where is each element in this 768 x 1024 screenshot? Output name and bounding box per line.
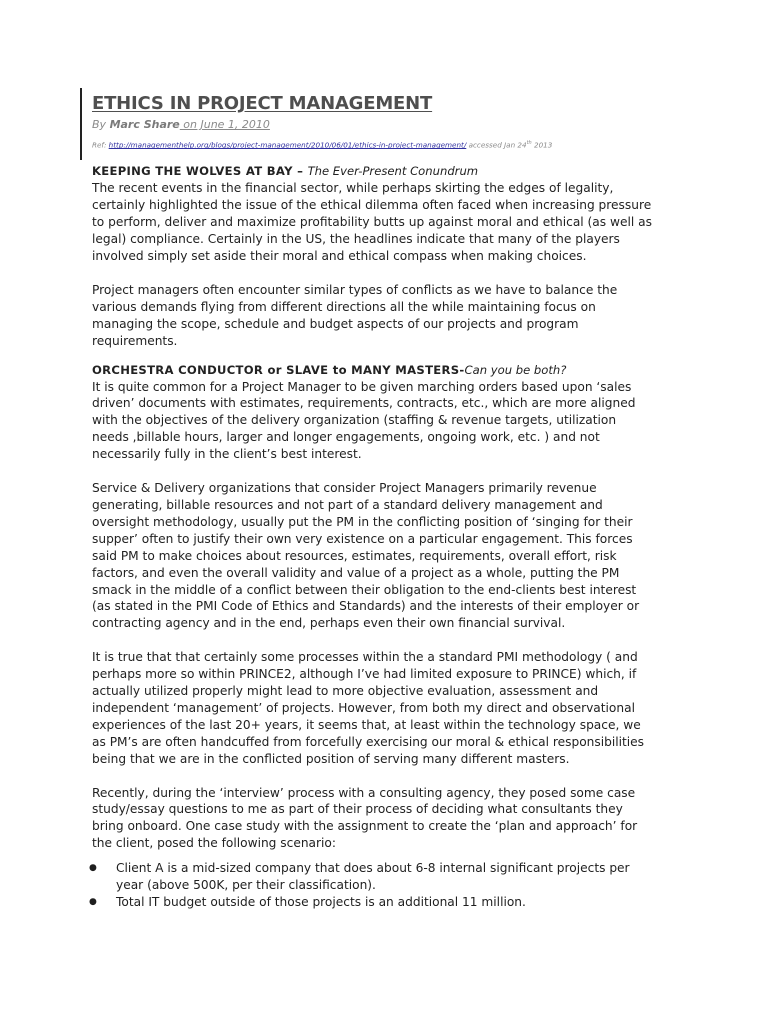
bullet-icon: ● xyxy=(89,897,97,908)
paragraph: Recently, during the ‘interview’ process with a consulting agency, they posed some case study/essay questions to me as part of their process of deciding what consultants they bring onboard. One case study with the assignment to create the ‘plan and approach’ for the client, posed the following scenario: xyxy=(92,785,638,851)
ref-accessed-sup: th xyxy=(526,140,532,146)
ref-link[interactable]: http://managementhelp.org/blogs/project-management/2010/06/01/ethics-in-project-management/ xyxy=(108,140,467,150)
document-page xyxy=(89,92,652,911)
byline-by: By xyxy=(92,118,110,131)
paragraph: The recent events in the financial sector, while perhaps skirting the edges of legality, certainly highlighted the issue of the ethical dilemma often faced when increasing pressure to perform, deliver and maximize profitability butts up against moral and ethical (as well as legal) compliance. Certainly in the US, the headlines indicate that many of the players involved simply set aside their moral and ethical compass when making choices. xyxy=(92,181,652,264)
section-heading-orchestra xyxy=(92,362,652,379)
section-subheading: The Ever-Present Conundrum xyxy=(307,164,479,179)
section-subheading: Can you be both? xyxy=(464,362,567,377)
byline-author: Marc Share xyxy=(109,118,180,131)
bullet-icon: ● xyxy=(89,863,97,874)
section-heading-wolves xyxy=(92,163,652,180)
document-title: ETHICS IN PROJECT MANAGEMENT xyxy=(92,93,433,114)
list-item-text: Total IT budget outside of those projects is an additional 11 million. xyxy=(116,895,526,910)
list-item-text: Client A is a mid-sized company that does about 6-8 internal significant projects per year (above 500K, per their classification). xyxy=(116,861,630,893)
paragraph: It is quite common for a Project Manager to be given marching orders based upon ‘sales driven’ documents with estimates, requirements, contracts, etc., which are more aligned with the objectives of the delivery organization (staffing & revenue targets, utilization needs ,billable hours, larger and longer engagements, ongoing work, etc. ) and not necessarily fully in the client’s best interest. xyxy=(92,379,636,462)
ref-label: Ref: xyxy=(92,140,109,150)
paragraph: Service & Delivery organizations that consider Project Managers primarily revenue generating, billable resources and not part of a standard delivery management and oversight methodology, usually put the PM in the conflicting position of ‘singing for their supper’ often to justify their own very existence on a particular engagement. This forces said PM to make choices about resources, estimates, requirements, overall effort, risk factors, and even the overall validity and value of a project as a whole, putting the PM smack in the middle of a conflict between their obligation to the end-clients best interest (as stated in the PMI Code of Ethics and Standards) and the interests of their employer or contracting agency and in the end, perhaps even their own financial survival. xyxy=(92,481,640,631)
section-heading-text: KEEPING THE WOLVES AT BAY – xyxy=(92,164,308,179)
paragraph: It is true that that certainly some processes within the a standard PMI methodology ( and perhaps more so within PRINCE2, although I’ve had limited exposure to PRINCE) which, if actually utilized properly might lead to more objective evaluation, assessment and independent ‘management’ of projects. However, from both my direct and observational experiences of the last 20+ years, it seems that, at least within the technology space, we as PM’s are often handcuffed from forcefully exercising our moral & ethical responsibilities being that we are in the conflicted position of serving many different masters. xyxy=(92,650,645,766)
ref-accessed-year: 2013 xyxy=(531,140,553,150)
section-heading-text: ORCHESTRA CONDUCTOR or SLAVE to MANY MASTERS- xyxy=(92,362,465,377)
paragraph: Project managers often encounter similar types of conflicts as we have to balance the various demands flying from different directions all the while maintaining focus on managing the scope, schedule and budget aspects of our projects and program requirements. xyxy=(92,282,618,348)
list-item xyxy=(89,860,652,894)
byline-date: on June 1, 2010 xyxy=(179,118,270,131)
bullet-list xyxy=(89,860,652,911)
margin-change-bar xyxy=(80,88,82,160)
byline xyxy=(92,117,652,133)
ref-accessed: accessed Jan 24 xyxy=(466,140,527,150)
reference-line xyxy=(92,137,652,151)
list-item xyxy=(89,894,652,911)
